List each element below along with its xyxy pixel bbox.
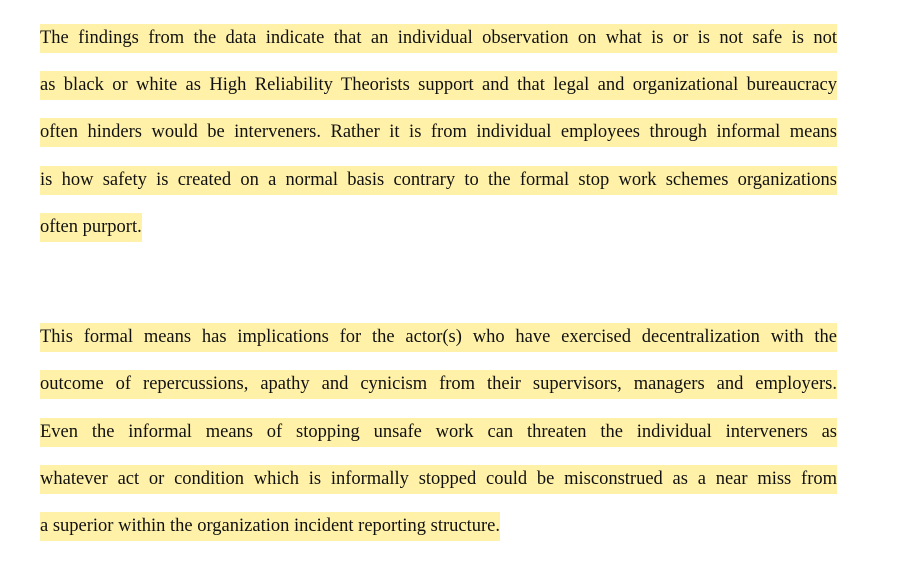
highlighted-text: a superior within the organization incident reporting structure. xyxy=(40,512,500,541)
highlighted-text: The findings from the data indicate that an individual observation on what is or is not safe is not xyxy=(40,24,837,53)
highlighted-text: often purport. xyxy=(40,213,142,242)
paragraph-line xyxy=(40,24,837,53)
paragraph-line xyxy=(40,213,142,242)
paragraph-line xyxy=(40,370,837,399)
highlighted-text: This formal means has implications for the actor(s) who have exercised decentralization with the xyxy=(40,323,837,352)
highlighted-text: often hinders would be interveners. Rather it is from individual employees through informal means xyxy=(40,118,837,147)
paragraph-line xyxy=(40,118,837,147)
paragraph-line xyxy=(40,323,837,352)
paragraph-line xyxy=(40,512,500,541)
paragraph-line xyxy=(40,166,837,195)
paragraph-line xyxy=(40,71,837,100)
highlighted-text: whatever act or condition which is informally stopped could be misconstrued as a near miss from xyxy=(40,465,837,494)
highlighted-text: Even the informal means of stopping unsafe work can threaten the individual interveners as xyxy=(40,418,837,447)
highlighted-text: is how safety is created on a normal basis contrary to the formal stop work schemes organizations xyxy=(40,166,837,195)
paragraph-line xyxy=(40,418,837,447)
highlighted-text: as black or white as High Reliability Theorists support and that legal and organizational bureaucracy xyxy=(40,71,837,100)
paragraph-line xyxy=(40,465,837,494)
highlighted-text: outcome of repercussions, apathy and cynicism from their supervisors, managers and employers. xyxy=(40,370,837,399)
